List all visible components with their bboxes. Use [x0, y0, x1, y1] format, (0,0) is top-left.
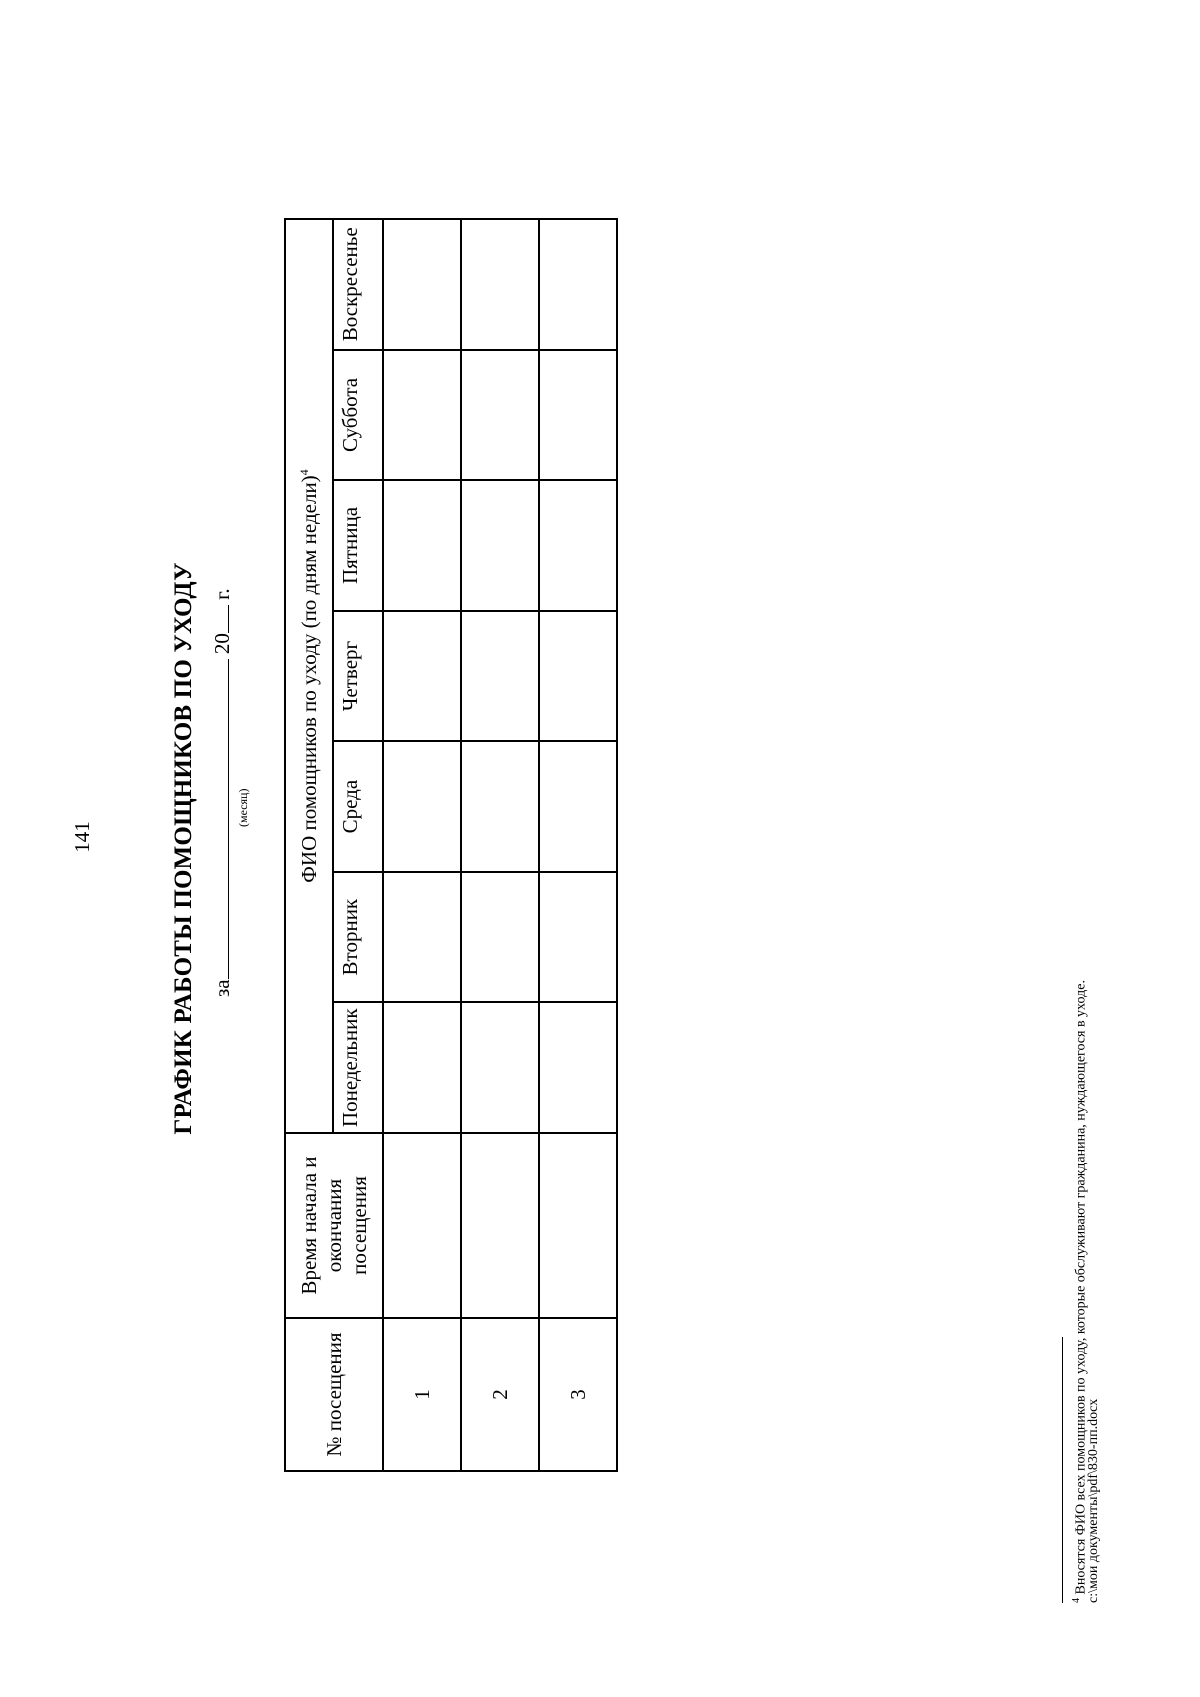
table-row [461, 219, 539, 1471]
page-number: 141 [70, 821, 94, 853]
footnote-divider [1062, 1337, 1063, 1603]
day-cell [461, 611, 539, 742]
year-blank [210, 605, 229, 633]
period-prefix: за [210, 979, 234, 997]
day-cell [539, 350, 617, 481]
day-cell [461, 872, 539, 1003]
month-caption: (месяц) [236, 788, 250, 827]
day-cell [383, 741, 461, 872]
document-title: ГРАФИК РАБОТЫ ПОМОЩНИКОВ ПО УХОДУ [170, 562, 197, 1135]
header-day: Пятница [333, 480, 383, 611]
header-assistants-text: ФИО помощников по уходу (по дням недели) [296, 475, 321, 883]
header-day: Среда [333, 741, 383, 872]
table-row [383, 219, 461, 1471]
file-path: c:\мои документы\pdf\830-пп.docx [1086, 1398, 1101, 1603]
table-row [539, 219, 617, 1471]
day-cell [461, 350, 539, 481]
day-cell [383, 219, 461, 350]
year-prefix: 20 [210, 633, 234, 655]
day-cell [539, 219, 617, 350]
day-cell [539, 611, 617, 742]
visit-time-cell [383, 1133, 461, 1318]
year-suffix: г. [210, 588, 234, 600]
footnote-text: Вносятся ФИО всех помощников по уходу, которые обслуживают гражданина, нуждающегося в уходе. [1073, 980, 1089, 1595]
day-cell [383, 480, 461, 611]
day-cell [461, 1002, 539, 1133]
day-cell [383, 350, 461, 481]
visit-number-cell: 2 [461, 1318, 539, 1471]
day-cell [461, 480, 539, 611]
day-cell [383, 611, 461, 742]
day-cell [539, 480, 617, 611]
day-cell [383, 872, 461, 1003]
footnote-mark: 4 [1071, 1598, 1082, 1603]
header-footnote-mark: 4 [296, 469, 311, 476]
header-assistants-group [285, 219, 333, 1133]
visit-time-cell [461, 1133, 539, 1318]
header-day: Суббота [333, 350, 383, 481]
day-cell [461, 741, 539, 872]
day-cell [383, 1002, 461, 1133]
visit-number-cell: 3 [539, 1318, 617, 1471]
month-blank [210, 659, 229, 979]
header-day: Вторник [333, 872, 383, 1003]
day-cell [539, 741, 617, 872]
visit-time-cell [539, 1133, 617, 1318]
day-cell [539, 872, 617, 1003]
schedule-table [284, 218, 618, 1472]
header-day: Четверг [333, 611, 383, 742]
header-day: Воскресенье [333, 219, 383, 350]
period-line [210, 588, 235, 997]
header-visit-time: Время начала и окончания посещения [285, 1133, 383, 1318]
visit-number-cell: 1 [383, 1318, 461, 1471]
header-visit-number: № посещения [285, 1318, 383, 1471]
header-day: Понедельник [333, 1002, 383, 1133]
header-row-1 [285, 219, 333, 1471]
day-cell [461, 219, 539, 350]
day-cell [539, 1002, 617, 1133]
